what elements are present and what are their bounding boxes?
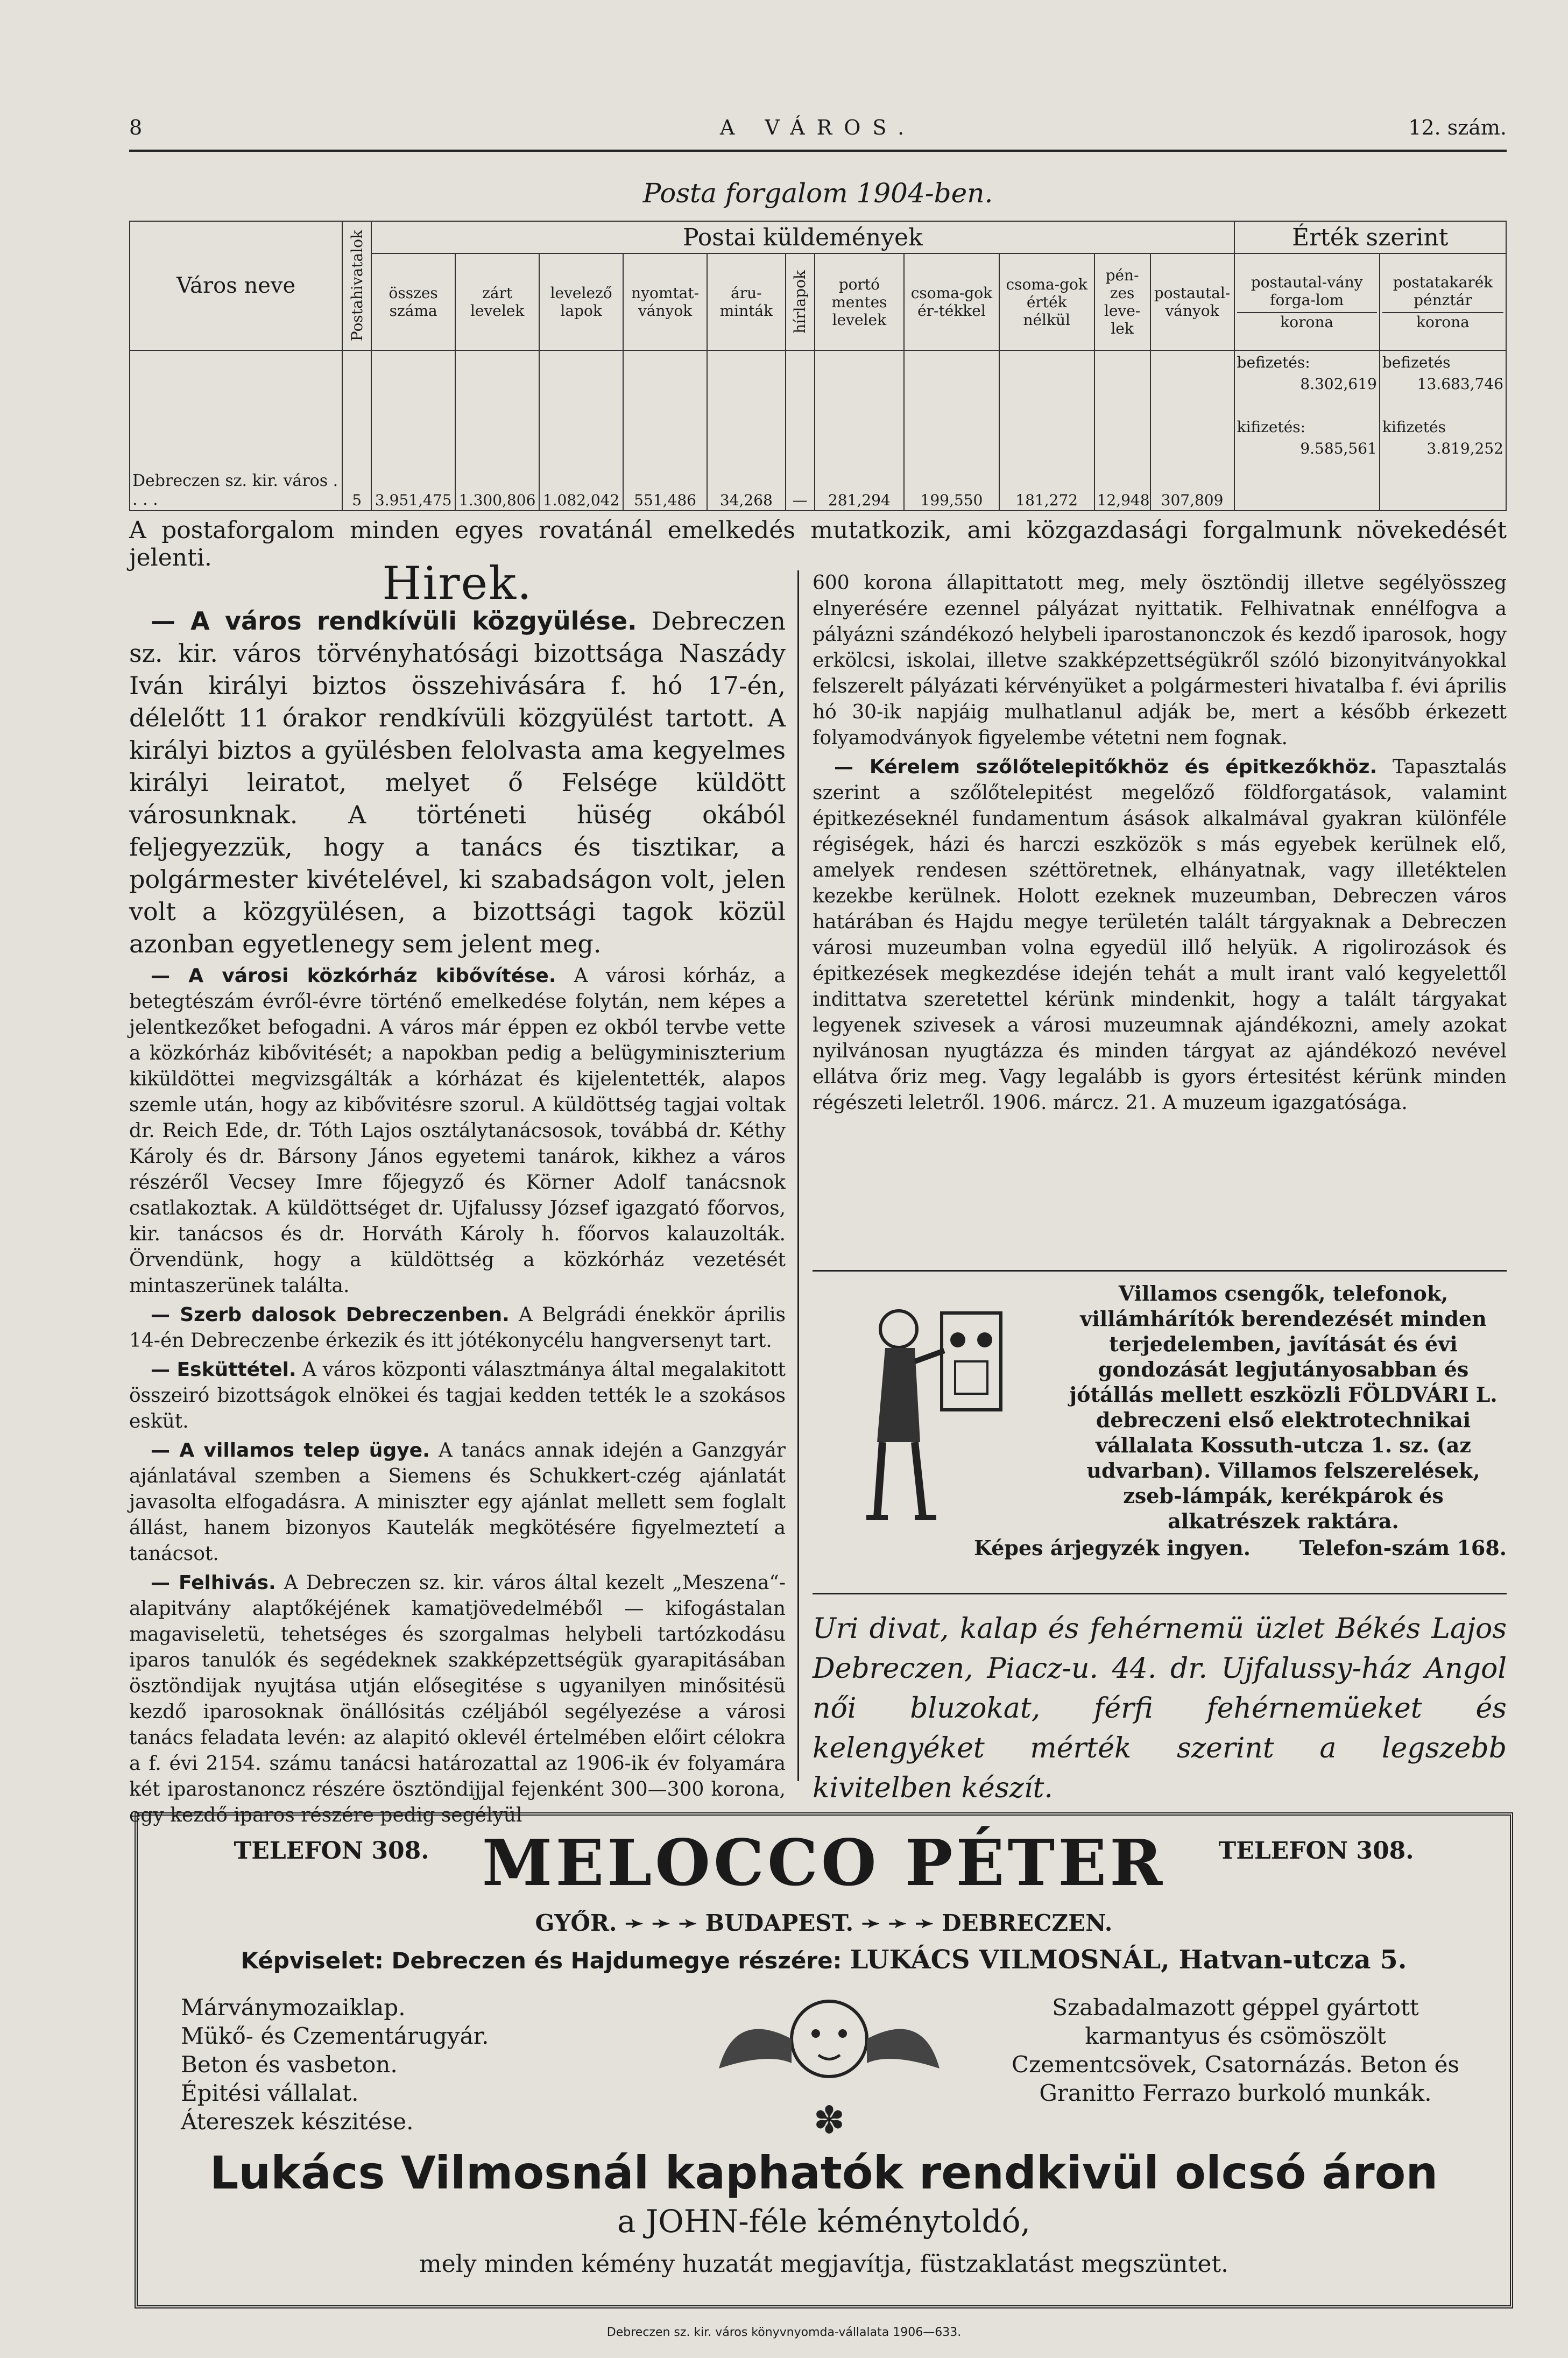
group-postal: Postai küldemények <box>371 221 1234 253</box>
row-prints: 551,486 <box>623 350 707 511</box>
telephone-left: TELEFON 308. <box>234 1837 429 1865</box>
col-newspapers: hírlapok <box>786 253 815 350</box>
printer-imprint: Debreczen sz. kir. város könyvnyomda-vállalata 1906—633. <box>606 2326 962 2339</box>
services-right: Szabadalmazott géppel gyártott karmantyus és csömöszölt Czementcsövek, Csatornázás. Beton és Granitto Ferrazo burkoló munkák. <box>1011 1994 1459 2106</box>
telephone-man-illustration <box>834 1281 1065 1534</box>
col-free: portó mentes levelek <box>815 253 904 350</box>
col-samples: áru-minták <box>707 253 786 350</box>
page-header <box>129 116 1507 148</box>
ad-rule-2 <box>813 1593 1507 1594</box>
issue-number: 12. szám. <box>1408 116 1507 139</box>
article-choir: — Szerb dalosok Debreczenben. A Belgrádi énekkör április 14-én Debreczenbe érkezik és itt jótékonycélu hangversenyt tart. <box>129 1304 786 1352</box>
row-samples: 34,268 <box>707 350 786 511</box>
group-value: Érték szerint <box>1234 221 1506 253</box>
col-letters: zárt levelek <box>455 253 539 350</box>
col-cards: levelező lapok <box>539 253 623 350</box>
catalog-note: Képes árjegyzék ingyen. <box>974 1536 1251 1560</box>
col-postal-orders: postautal-ványok <box>1150 253 1234 350</box>
news-heading: Hirek. <box>382 557 533 610</box>
col-money: pén-zes leve-lek <box>1094 253 1150 350</box>
promo-line: Lukács Vilmosnál kaphatók rendkivül olcsó áron <box>209 2147 1438 2199</box>
postal-table <box>129 221 1507 511</box>
col-savings: postatakarék pénztár korona <box>1380 253 1506 350</box>
telephone-right: TELEFON 308. <box>1218 1837 1414 1865</box>
article-assembly: — A város rendkívüli közgyülése. Debreczen sz. kir. város törvényhatósági bizottsága Naszády Iván királyi biztos összehivására f. hó 17-én, délelőtt 11 órakor rendkívüli közgyülést tartott. A királyi biztos a gyülésben felolvasta ama kegyelmes királyi leiratot, melyet ő Felsége küldött városunknak. A történeti hüség okából feljegyezzük, hogy a tanács és tisztikar, a polgármester kivételével, ki szabadságon volt, jelen volt a közgyülésen, a bizottsági tagok közül azonban egyetlenegy sem jelent meg. <box>129 606 786 958</box>
column-divider <box>797 570 799 1781</box>
col-pkg-novalue: csoma-gok érték nélkül <box>999 253 1094 350</box>
company-cities: GYŐR. ➛ ➛ ➛ BUDAPEST. ➛ ➛ ➛ DEBRECZEN. <box>535 1910 1113 1936</box>
row-postal-orders: 307,809 <box>1150 350 1234 511</box>
news-column-left <box>129 557 786 1832</box>
fashion-ad: Uri divat, kalap és fehérnemü üzlet Békés Lajos Debreczen, Piacz-u. 44. dr. Ujfalussy-ház Angol női bluzokat, férfi fehérnemüeket és kelengyéket mérték szerint a legszebb kivitelben készít. <box>813 1613 1507 1804</box>
row-letters: 1.300,806 <box>455 350 539 511</box>
table-row <box>130 350 1506 511</box>
article-call-continued: 600 korona állapittatott meg, mely ösztöndij illetve segélyösszeg elnyerésére ezennel pályázat nyittatik. Felhivatnak ennélfogva a pályázni szándékozó helybeli iparostanonczok és kezdő iparosok, hogy erkölcsi, iskolai, illetve szakképzettségükről szóló bizonyitványokkal felszerelt pályázati kérvényüket a polgármesteri hivatalba f. évi április hó 30-ik napjáig mulhatlanul adják be, mert a később érkezett folyamodványok figyelembe vétetni nem fognak. <box>813 572 1507 749</box>
page-number: 8 <box>129 116 143 139</box>
article-call: — Felhivás. A Debreczen sz. kir. város által kezelt „Meszena“-alapitvány alaptőkéjének kamatjövedelméből — kifogástalan magaviseletü, tehetséges és szorgalmas helybeli tartózkodásu iparos tanulók és segédeknek szakképzettségük gyarapitásában ösztöndijak nyujtása utján elősegitése s ugyanilyen minősitésü kezdő iparosoknak önállósitás czéljából segélyezése a városi tanács feladata levén: az alapitó oklevél értelmében előirt célokra a f. évi 2154. számu tanácsi határozattal az 1906-ik év folyamára két iparostanoncz részére ösztöndijjal fejenként 300—300 korona, egy kezdő iparos részére pedig segélyül <box>129 1572 786 1826</box>
col-pkg-value: csoma-gok ér-tékkel <box>904 253 999 350</box>
row-po-traffic: befizetés: 8.302,619 kifizetés: 9.585,561 <box>1234 350 1380 511</box>
row-free: 281,294 <box>815 350 904 511</box>
article-request: — Kérelem szőlőtelepitőkhöz és épitkezőkhöz. Tapasztalás szerint a szőlőtelepitést megelőző földforgatások, valamint épitkezéseknél fundamentum ásások alkalmával gyakran különféle régiségek, házi és harczi eszközök s más egyebek kerülnek elő, amelyek rendesen széttöretnek, elhányatnak, vagy illetéktelen kezekbe kerülnek. Holott ezeknek muzeumban, Debreczen város határában és Hajdu megye területén talált tárgyaknak a Debreczen városi muzeumban volna egyedül illő helyük. A rigolirozások és épitkezések megkezdése idején tehát a mult irant való kegyelettől indittatva szeretettel kérünk mindenkit, hogy a talált tárgyakat legyenek szivesek a városi muzeumnak ajándékozni, amely azokat nyilvánosan nyugtázza és minden tárgyat az ajándékozó nevével ellátva őriz meg. Vagy legalább is gyors értesitést kérünk minden régészeti leletről. 1906. márcz. 21. A muzeum igazgatósága. <box>813 756 1507 1114</box>
header-rule <box>129 150 1507 152</box>
phone-number: Telefon-szám 168. <box>1299 1536 1507 1560</box>
melocco-ad <box>135 1812 1513 2308</box>
cherub-ornament-icon <box>703 1988 956 2144</box>
product-line: a JOHN-féle kéménytoldó, <box>617 2203 1031 2240</box>
services-left: Márványmozaiklap. Mükő- és Czementárugyár. Beton és vasbeton. Épitési vállalat. Átereszek készitése. <box>181 1994 489 2135</box>
row-savings: befizetés 13.683,746 kifizetés 3.819,252 <box>1380 350 1506 511</box>
electric-ad <box>813 1281 1507 1571</box>
row-newspapers: — <box>786 350 815 511</box>
col-city: Város neve <box>130 221 342 350</box>
table-caption: Posta forgalom 1904-ben. <box>642 178 993 209</box>
ad-rule-1 <box>813 1270 1507 1272</box>
col-total: összes száma <box>371 253 455 350</box>
row-pkg-novalue: 181,272 <box>999 350 1094 511</box>
col-prints: nyomtat-ványok <box>623 253 707 350</box>
journal-title: A VÁROS. <box>719 116 916 139</box>
row-cards: 1.082,042 <box>539 350 623 511</box>
row-money: 12,948 <box>1094 350 1150 511</box>
company-name: MELOCCO PÉTER <box>482 1825 1166 1900</box>
electric-ad-text: Villamos csengők, telefonok, villámhárítók berendezését minden terjedelemben, javítását és évi gondozását legjutányosabban és jótállás mellett eszközli FÖLDVÁRI L. debreczeni első elektrotechnikai vállalata Kossuth-utcza 1. sz. (az udvarban). Villamos felszerelések, zseb-lámpák, kerékpárok és alkatrészek raktára. <box>1069 1281 1498 1533</box>
article-electric-plant: — A villamos telep ügye. A tanács annak idején a Ganzgyár ajánlatával szemben a Siemens és Schukkert-czég ajánlatát javasolta elfogadásra. A miniszter egy ajánlat mellett sem foglalt állást, hanem bizonyos Kautelák megkötésére figyelmeztetí a tanácsot. <box>129 1439 786 1565</box>
row-pkg-value: 199,550 <box>904 350 999 511</box>
svg-text:✽: ✽ <box>813 2098 845 2142</box>
table-summary: A postaforgalom minden egyes rovatánál emelkedés mutatkozik, ami közgazdasági forgalmunk növekedését jelenti. <box>129 517 1507 571</box>
row-city: Debreczen sz. kir. város . . . . <box>130 350 342 511</box>
row-total: 3.951,475 <box>371 350 455 511</box>
col-offices: Postahivatalok <box>342 221 371 350</box>
product-description: mely minden kémény huzatát megjavítja, füstzaklatást megszüntet. <box>419 2250 1229 2278</box>
row-offices: 5 <box>342 350 371 511</box>
news-column-right <box>813 570 1507 1119</box>
article-hospital: — A városi közkórház kibővítése. A városi kórház, a betegtészám évről-évre történő emelkedése folytán, nem képes a jelentkezőket befogadni. A város már éppen ez okból tervbe vette a közkórház kibővitését; a napokban pedig a belügyminiszterium kiküldöttei megvizsgálták a kórházat és kijelentették, alapos szemle után, hogy az kibővitésre szorul. A küldöttség tagjai voltak dr. Reich Ede, dr. Tóth Lajos osztálytanácsosok, továbbá dr. Kéthy Károly és dr. Bársony János egyetemi tanárok, kikhez a város részéről Vecsey Imre főjegyző és Körner Adolf tanácsnok csatlakoztak. A küldöttséget dr. Ujfalussy József igazgató főorvos, kir. tanácsos és dr. Horváth Károly h. főorvos kalauzolták. Örvendünk, hogy a küldöttség a közkórház vezetését mintaszerünek találta. <box>129 965 786 1297</box>
article-oath: — Esküttétel. A város központi választmánya által megalakitott összeiró bizottságok elnökei és tagjai kedden tették le a szokásos esküt. <box>129 1359 786 1432</box>
electric-ad-footer <box>974 1536 1507 1560</box>
representation: Képviselet: Debreczen és Hajdumegye részére: LUKÁCS VILMOSNÁL, Hatvan-utcza 5. <box>241 1945 1407 1975</box>
col-po-traffic: postautal-vány forga-lom korona <box>1234 253 1380 350</box>
